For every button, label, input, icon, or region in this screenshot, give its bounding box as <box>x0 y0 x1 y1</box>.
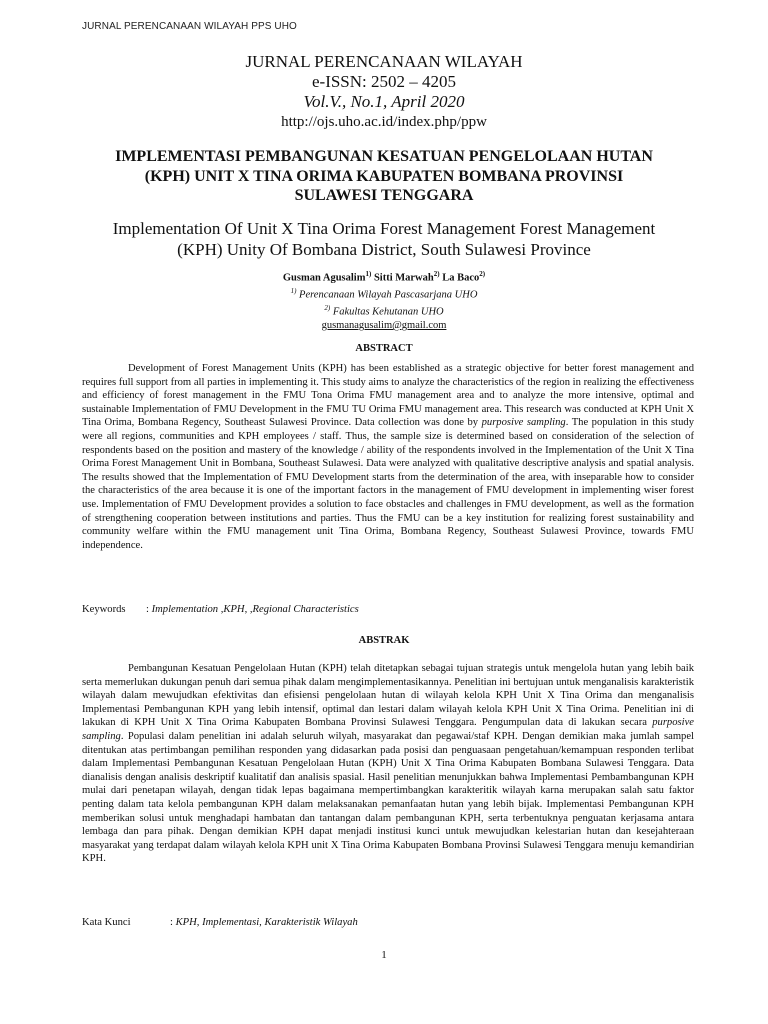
abstrak-keywords <box>82 917 358 928</box>
author-sup: 2) <box>433 270 440 278</box>
author-names <box>0 268 768 285</box>
abstract-keywords <box>82 604 359 615</box>
kata-kunci-values: KPH, Implementasi, Karakteristik Wilayah <box>175 917 358 928</box>
kata-kunci-label: Kata Kunci <box>82 917 131 928</box>
affiliation-sup: 1) <box>290 287 297 295</box>
affiliation-sup: 2) <box>324 304 331 312</box>
title-en-line: Implementation Of Unit X Tina Orima Forest Management Forest Management <box>112 219 656 238</box>
affiliation-text: Fakultas Kehutanan UHO <box>332 306 444 318</box>
keywords-values: Implementation ,KPH, ,Regional Characteristics <box>151 604 359 615</box>
paper-title-english <box>60 218 708 260</box>
abstrak-heading: ABSTRAK <box>358 635 410 646</box>
title-en-line: (KPH) Unity Of Bombana District, South Sulawesi Province <box>177 240 591 259</box>
author-block <box>0 268 768 333</box>
abstrak-text-b: . Populasi dalam penelitian ini adalah seluruh wilyah, masyarakat dan pegawai/staf KPH. Dengan demikian maka jumlah sampel ditentukan atas pertimbangan pemilihan responden yang didasarkan pada posisi dan penguasaan pengetahuan/kemampuan responden terlibat dalam Implementasi Pembangunan Kesatuan Pengelolaan Hutan (KPH) Unit X Tina Orima Kabupaten Bombana Sulawesi Tenggara. Data dianalisis dengan analisis deskriptif kualitatif dan analisis spasial. Hasil penelitian menunjukkan bahwa Implementasi Pembambangunan KPH mulai dari penetapan wilayah, dengan tidak lepas bagaimana mempertimbangkan karakteritik wilayah karna merupakan salah satu faktor penting dalam tata kelola pembangunan KPH dalam melaksanakan pemanfaatan hutan yang lebih bijak. Implementasi Pembangunan KPH memberikan solusi untuk menghadapi hambatan dan tantangan dalam pembangunan KPH, serta terbentuknya penguatan kerjasama antara lembaga dan para pihak. Dengan demikian KPH dapat menjadi institusi kunci untuk mewujudkan kelestarian hutan dan kesejahteraan masyarakat yang terdapat dalam wilayah kelola KPH unit X Tina Orima Kabupaten Bombana Provinsi Sulawesi Tenggara menuju kemandirian KPH. <box>82 730 694 865</box>
abstrak-paragraph <box>82 662 694 866</box>
abstract-text-emphasis: purposive sampling <box>481 417 566 429</box>
abstract-paragraph <box>82 362 694 552</box>
journal-volume: Vol.V., No.1, April 2020 <box>303 92 465 111</box>
abstract-text-a: Development of Forest Management Units (KPH) has been established as a strategic objective for better forest management and requires full support from all parties in implementing it. This study aims to analyze the characteristics of the region in realizing the effectiveness and efficiency of forest management in the FMU Tona Orima FMU management area and to analyze the more intensive, optimal and sustainable Implementation of FMU Development in the FMU TU Orima FMU management area. This research was conducted at KPH Unit X Tina Orima, Bombana Regency, Southeast Sulawesi Province. Data collection was done by <box>82 363 694 429</box>
abstract-body <box>82 362 694 552</box>
abstract-heading: ABSTRACT <box>355 343 413 354</box>
affiliation-text: Perencanaan Wilayah Pascasarjana UHO <box>299 289 478 301</box>
affiliation-1 <box>0 285 768 302</box>
journal-masthead <box>0 52 768 132</box>
journal-name: JURNAL PERENCANAAN WILAYAH <box>245 52 523 71</box>
author-sup: 2) <box>479 270 486 278</box>
kata-kunci-sep: : <box>170 917 173 928</box>
abstract-text-b: . The population in this study were all regions, communities and KPH employees / staff. Thus, the sample size is determined based on consideration of the selection of respondents based on the position and mastery of the knowledge / ability of the respondents involved in the Implementation of the Unit X Tina Orima Forest Management Unit in Bombana, Southeast Sulawesi. Data were analyzed with qualitative descriptive analysis and spatial analysis. The results showed that the Implementation of FMU Development starts from the determination of the area, with inseparable how to consider the characteristics of the area because it is one of the important factors in the management of FMU development in implementing wiser forest use. Implementation of FMU Development provides a solution to face obstacles and challenges in FMU development, as well as the formation of strengthening cooperation between institutions and parties. Thus the FMU can be a key institution for realizing forest sustainability and community welfare within the FMU management unit Tina Orima, Bombana Regency, Southeast Sulawesi Province, towards FMU independence. <box>82 417 694 551</box>
running-header: JURNAL PERENCANAAN WILAYAH PPS UHO <box>82 21 297 32</box>
journal-url-link[interactable]: http://ojs.uho.ac.id/index.php/ppw <box>281 114 487 130</box>
paper-title-indonesian <box>72 147 696 206</box>
keywords-sep: : <box>146 604 149 615</box>
title-id-line: (KPH) UNIT X TINA ORIMA KABUPATEN BOMBANA PROVINSI <box>144 167 624 185</box>
page-number: 1 <box>381 949 387 961</box>
abstrak-body <box>82 662 694 866</box>
abstrak-text-a: Pembangunan Kesatuan Pengelolaan Hutan (KPH) telah ditetapkan sebagai tujuan strategis untuk mengelola hutan yang lebih baik serta memerlukan dukungan penuh dari semua pihak dalam mengimplementasikannya. Penelitian ini bertujuan untuk menganalisis karakteristik wilayah dalam mewujudkan efektivitas dan efisiensi pengelolaan hutan di wilayah kelola KPH Unit X Tina Orima dan menganalisis Implementasi Pembangunan KPH yang lebih intensif, optimal dan lestari dalam wilayah kelola KPH Unit X Tina Orima. Penelitian ini di lakukan di KPH Unit X Tina Orima Kabupaten Bombana Provinsi Sulawesi Tenggara. Pengumpulan data di lakukan secara <box>82 663 694 729</box>
abstrak-text-emphasis: purposive sampling <box>82 717 694 742</box>
affiliation-2 <box>0 302 768 319</box>
author-name: La Baco <box>442 272 480 284</box>
author-email-link[interactable]: gusmanagusalim@gmail.com <box>321 320 447 331</box>
journal-issn: e-ISSN: 2502 – 4205 <box>311 72 457 91</box>
keywords-label: Keywords <box>82 604 126 615</box>
title-id-line: SULAWESI TENGGARA <box>294 187 474 204</box>
author-name: Gusman Agusalim <box>282 272 366 284</box>
author-sup: 1) <box>365 270 372 278</box>
author-name: Sitti Marwah <box>373 272 434 284</box>
title-id-line: IMPLEMENTASI PEMBANGUNAN KESATUAN PENGELOLAAN HUTAN <box>115 148 653 165</box>
